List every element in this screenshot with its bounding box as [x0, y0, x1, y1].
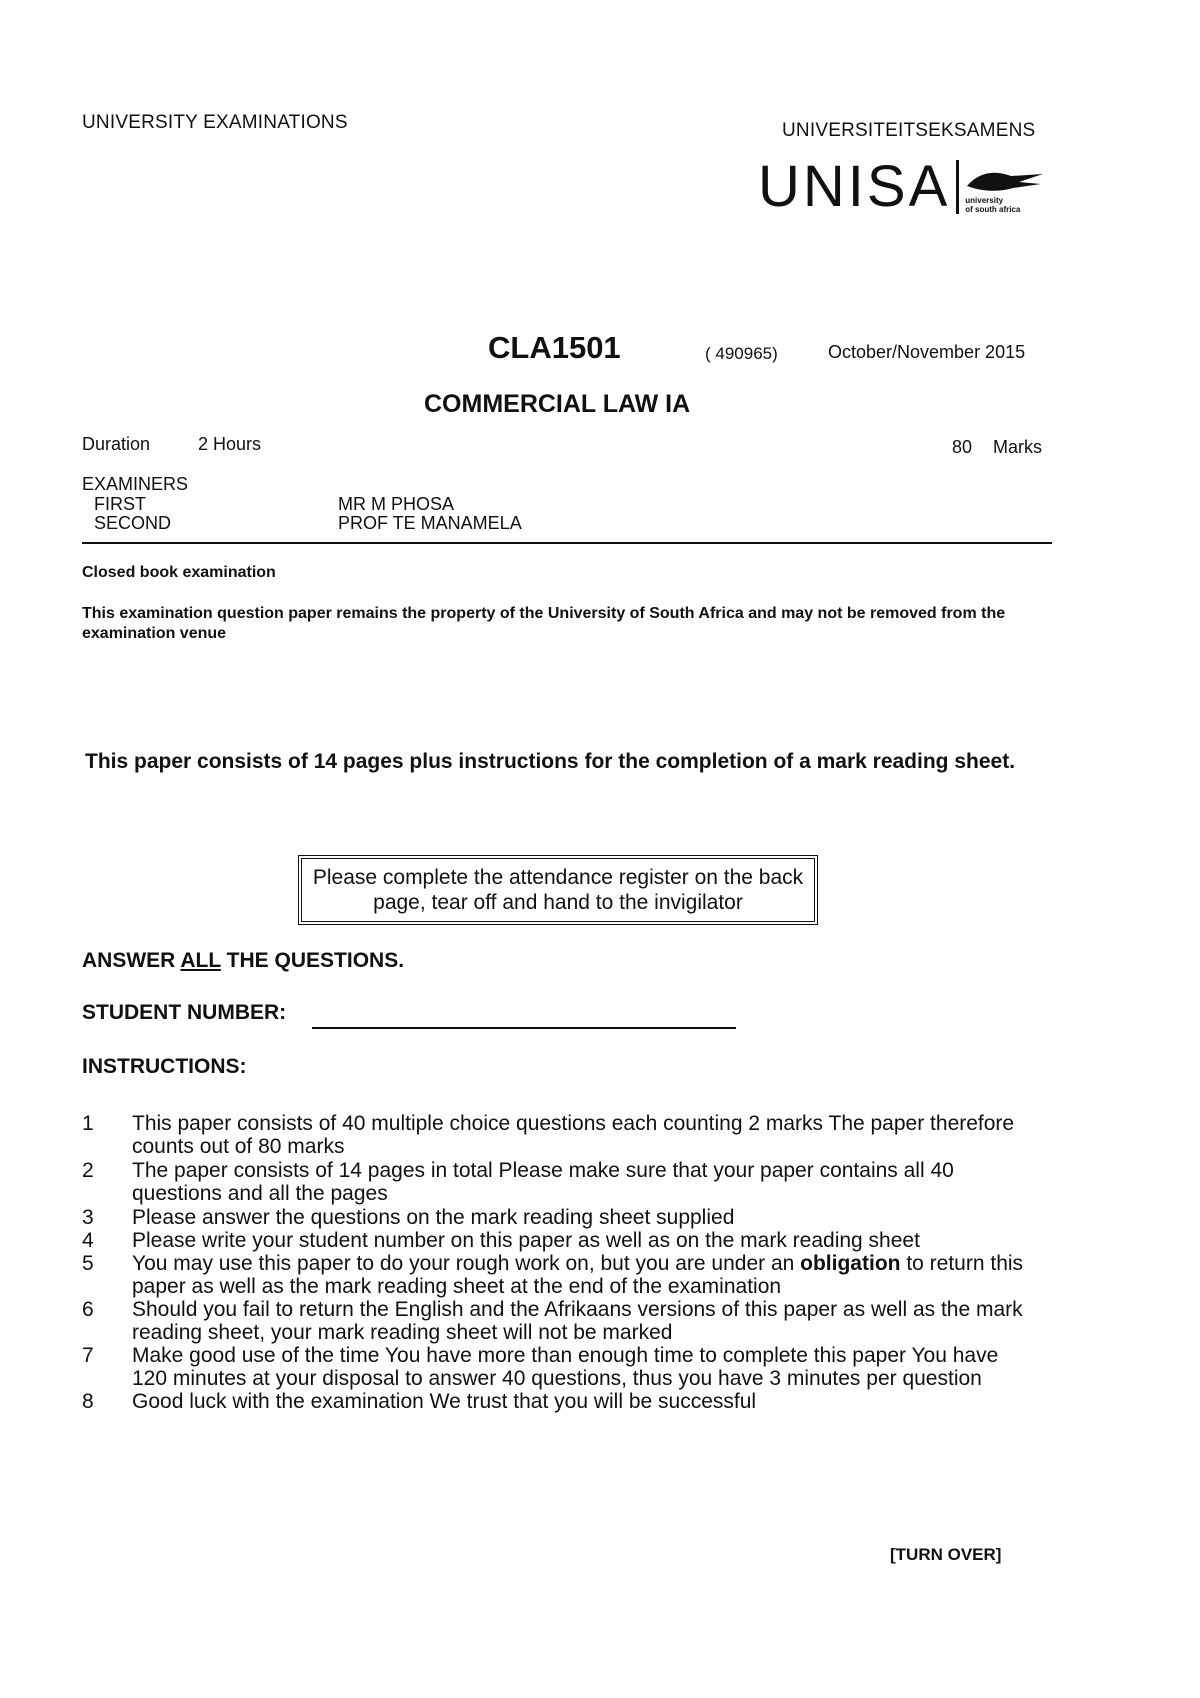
instruction-text: Good luck with the examination We trust that you will be successful	[132, 1390, 757, 1413]
instruction-text-post: to return this paper as well as the mark reading sheet at the end of the examination	[132, 1252, 1024, 1298]
instruction-text: Make good use of the time You have more than enough time to complete this paper You have 120 minutes at your disposal to answer 40 questions, thus you have 3 minutes per question	[132, 1344, 999, 1390]
instruction-text: This paper consists of 40 multiple choice questions each counting 2 marks The paper therefore counts out of 80 marks	[132, 1112, 1015, 1158]
instruction-text: The paper consists of 14 pages in total Please make sure that your paper contains all 40 questions and all the pages	[132, 1159, 954, 1205]
instruction-text-pre: You may use this paper to do your rough work on, but you are under an	[132, 1252, 801, 1275]
course-code: CLA1501	[488, 330, 621, 365]
instruction-text: Please answer the questions on the mark reading sheet supplied	[132, 1206, 735, 1229]
header-divider	[82, 542, 1052, 544]
attendance-register-box: Please complete the attendance register on the back page, tear off and hand to the invigilator	[298, 855, 818, 925]
instruction-number: 8	[82, 1390, 94, 1413]
answer-all-post: THE QUESTIONS.	[220, 949, 405, 972]
duration-label: Duration	[82, 434, 151, 454]
instruction-number: 1	[82, 1112, 94, 1135]
instruction-text: Should you fail to return the English and the Afrikaans versions of this paper as well as the mark reading sheet, your mark reading sheet will not be marked	[132, 1298, 1023, 1344]
instruction-number: 2	[82, 1159, 94, 1182]
logo-sub-1: university	[965, 196, 1004, 205]
instruction-item	[82, 1112, 1042, 1158]
instruction-item	[82, 1298, 1042, 1344]
second-examiner-label: SECOND	[94, 513, 172, 533]
first-examiner-label: FIRST	[94, 494, 146, 514]
instruction-item	[82, 1206, 1042, 1229]
exam-number: ( 490965)	[705, 344, 778, 363]
header-right: UNIVERSITEITSEKSAMENS	[782, 120, 1036, 141]
instruction-item	[82, 1229, 1042, 1252]
instructions-list	[82, 1112, 1042, 1413]
instruction-number: 7	[82, 1344, 94, 1367]
answer-all-pre: ANSWER	[82, 949, 181, 972]
instruction-text	[112, 1252, 1037, 1298]
marks-value: 80	[952, 437, 973, 457]
marks-label: Marks	[993, 437, 1042, 457]
logo-divider	[956, 160, 959, 214]
instruction-number: 3	[82, 1206, 94, 1229]
instructions-heading: INSTRUCTIONS:	[82, 1055, 247, 1078]
instruction-text-bold: obligation	[800, 1252, 901, 1275]
answer-all-heading	[82, 949, 404, 973]
answer-all-emphasis: ALL	[180, 949, 221, 972]
student-number-field[interactable]	[312, 1027, 736, 1029]
instruction-item	[82, 1390, 1042, 1413]
instruction-item	[82, 1159, 1042, 1205]
instruction-item	[82, 1252, 1042, 1298]
instruction-number: 6	[82, 1298, 94, 1321]
duration-value: 2 Hours	[198, 434, 262, 454]
instruction-number: 4	[82, 1229, 94, 1252]
instruction-item	[82, 1344, 1042, 1390]
logo-bird-icon	[965, 170, 1045, 196]
logo-sub-2: of south africa	[965, 205, 1021, 214]
logo-wordmark: UNISA	[758, 154, 951, 219]
examiners-heading: EXAMINERS	[82, 474, 189, 494]
instruction-number: 5	[82, 1252, 94, 1275]
closed-book-note: Closed book examination	[82, 564, 276, 581]
student-number-label: STUDENT NUMBER:	[82, 1001, 287, 1024]
header-left: UNIVERSITY EXAMINATIONS	[82, 112, 348, 133]
course-title: COMMERCIAL LAW IA	[424, 390, 691, 418]
second-examiner-name: PROF TE MANAMELA	[338, 513, 522, 533]
unisa-logo	[758, 154, 1045, 219]
property-note: This examination question paper remains the property of the University of South Africa and may not be removed from the examination venue	[82, 605, 1006, 642]
instruction-text: Please write your student number on this paper as well as on the mark reading sheet	[132, 1229, 920, 1252]
turn-over-label: [TURN OVER]	[890, 1545, 1002, 1564]
page-count-statement: This paper consists of 14 pages plus instructions for the completion of a mark reading sheet.	[85, 750, 1016, 773]
logo-mark	[965, 160, 1045, 214]
first-examiner-name: MR M PHOSA	[338, 494, 455, 514]
exam-session: October/November 2015	[828, 342, 1026, 362]
